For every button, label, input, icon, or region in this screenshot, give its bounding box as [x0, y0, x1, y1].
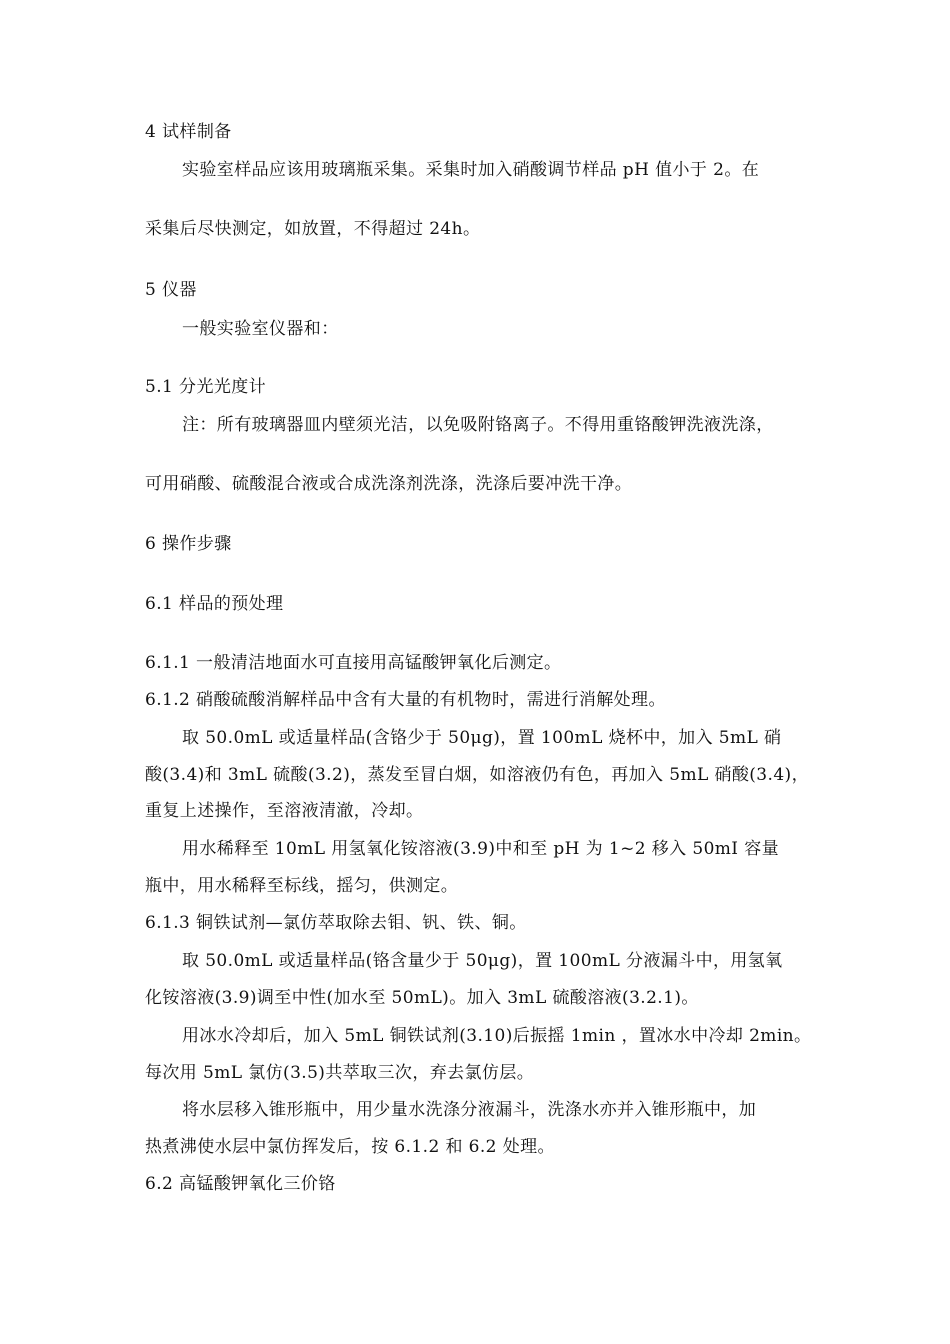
subsection-heading: 6.1 样品的预处理: [145, 594, 284, 614]
paragraph-line: 将水层移入锥形瓶中，用少量水洗涤分液漏斗，洗涤水亦并入锥形瓶中，加: [182, 1100, 757, 1120]
paragraph-line: 取 50.0mL 或适量样品(含铬少于 50μg)，置 100mL 烧杯中，加入 5mL 硝: [182, 728, 782, 748]
subsection-heading: 5.1 分光光度计: [145, 377, 267, 397]
paragraph-line: 酸(3.4)和 3mL 硫酸(3.2)，蒸发至冒白烟，如溶液仍有色，再加入 5mL 硝酸(3.4)，: [145, 765, 809, 785]
paragraph-line: 用水稀释至 10mL 用氢氧化铵溶液(3.9)中和至 pH 为 1~2 移入 50mI 容量: [182, 839, 780, 859]
paragraph-line: 用冰水冷却后，加入 5mL 铜铁试剂(3.10)后振摇 1min ，置冰水中冷却 2min。: [182, 1026, 812, 1046]
section-heading-6: 6 操作步骤: [145, 534, 232, 554]
note-line: 注：所有玻璃器皿内壁须光洁，以免吸附铬离子。不得用重铬酸钾洗液洗涤，: [182, 415, 774, 435]
subsection-heading: 6.2 高锰酸钾氧化三价铬: [145, 1174, 336, 1194]
paragraph-line: 一般实验室仪器和：: [182, 319, 339, 339]
section-heading-4: 4 试样制备: [145, 122, 232, 142]
paragraph-line: 重复上述操作，至溶液清澈，冷却。: [145, 801, 424, 821]
clause-line: 6.1.1 一般清洁地面水可直接用高锰酸钾氧化后测定。: [145, 653, 562, 673]
clause-line: 6.1.3 铜铁试剂—氯仿萃取除去钼、钒、铁、铜。: [145, 913, 527, 933]
paragraph-line: 实验室样品应该用玻璃瓶采集。采集时加入硝酸调节样品 pH 值小于 2。在: [182, 160, 760, 180]
paragraph-line: 化铵溶液(3.9)调至中性(加水至 50mL)。加入 3mL 硫酸溶液(3.2.1)。: [145, 988, 699, 1008]
paragraph-line: 瓶中，用水稀释至标线，摇匀，供测定。: [145, 876, 459, 896]
paragraph-line: 每次用 5mL 氯仿(3.5)共萃取三次，弃去氯仿层。: [145, 1063, 535, 1083]
section-heading-5: 5 仪器: [145, 280, 197, 300]
paragraph-line: 热煮沸使水层中氯仿挥发后，按 6.1.2 和 6.2 处理。: [145, 1137, 555, 1157]
paragraph-line: 采集后尽快测定，如放置，不得超过 24h。: [145, 219, 481, 239]
note-line: 可用硝酸、硫酸混合液或合成洗涤剂洗涤，洗涤后要冲洗干净。: [145, 474, 633, 494]
clause-line: 6.1.2 硝酸硫酸消解样品中含有大量的有机物时，需进行消解处理。: [145, 690, 666, 710]
paragraph-line: 取 50.0mL 或适量样品(铬含量少于 50μg)，置 100mL 分液漏斗中，用氢氧: [182, 951, 783, 971]
